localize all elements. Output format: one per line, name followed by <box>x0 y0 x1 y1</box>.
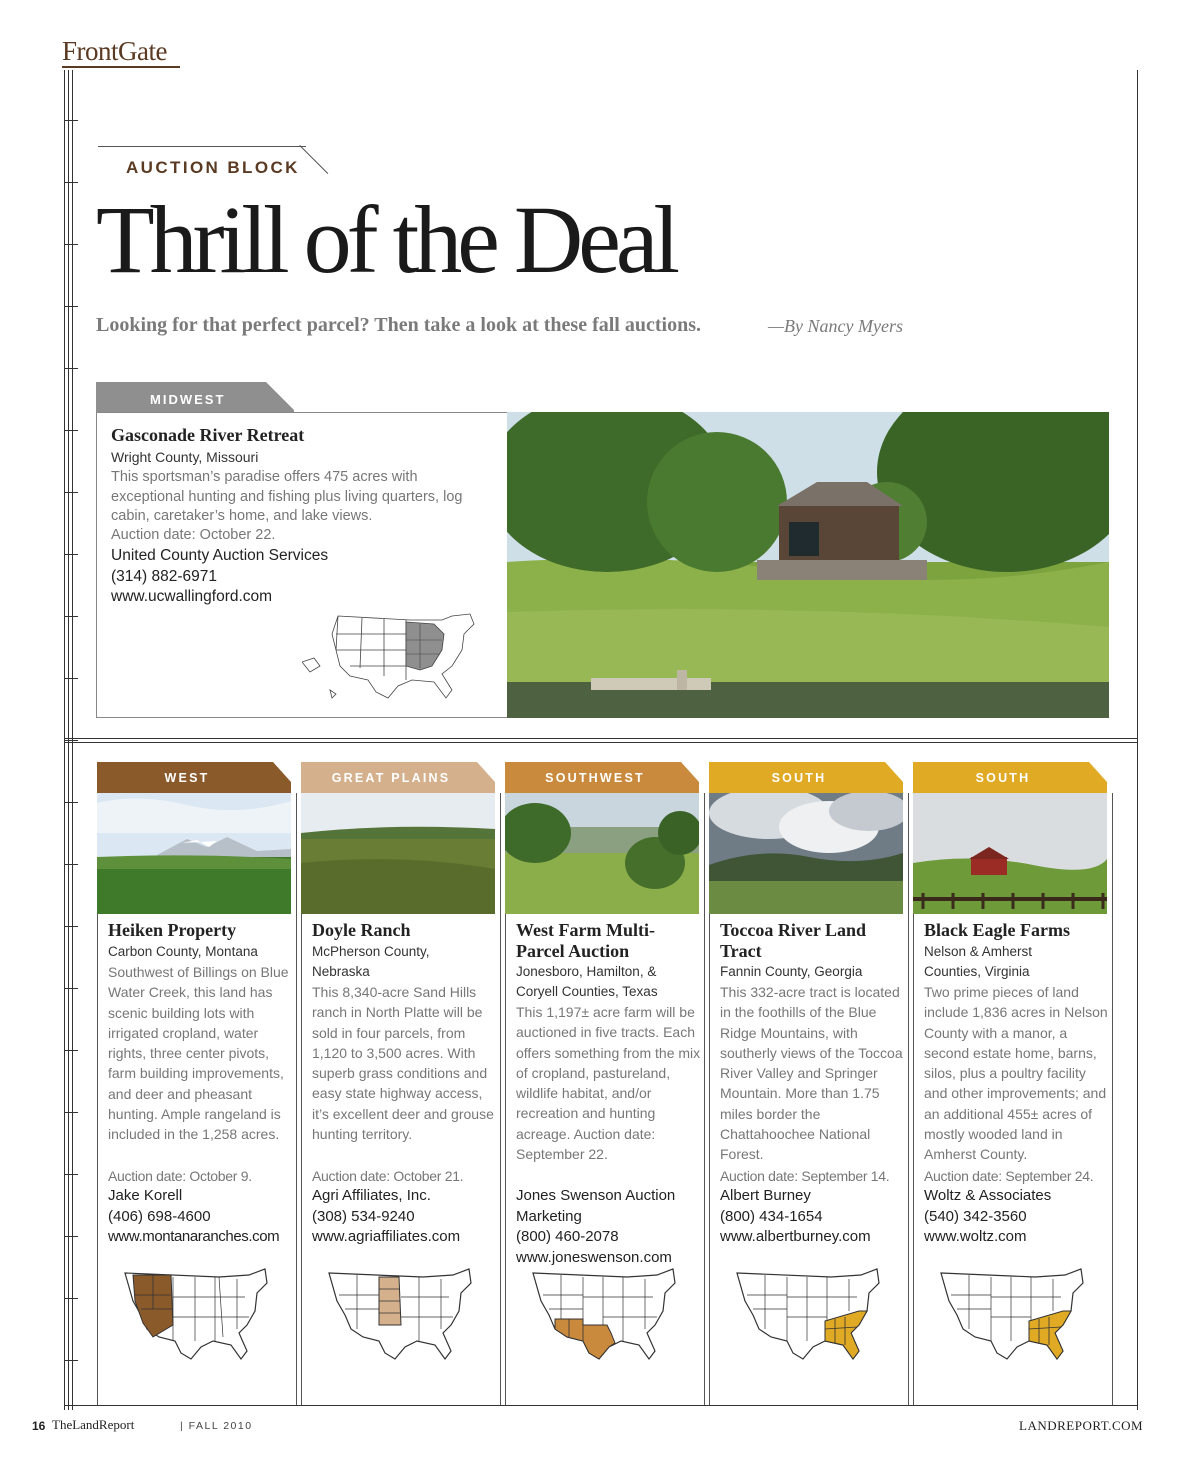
listing-description: This sportsman’s paradise offers 475 acres with exceptional hunting and fishing plus living quarters, log cabin, caretaker’s home, and lake views. <box>111 469 463 524</box>
listing-company: Jake Korell <box>108 1187 183 1204</box>
listing-phone: (406) 698-4600 <box>108 1207 211 1225</box>
ruler-tick <box>64 678 78 679</box>
listing-description: This 8,340-acre Sand Hills ranch in North Platte will be sold in four parcels, from 1,120 to 3,500 acres. With superb grass conditions and easy state highway access, it’s excellent deer and grouse hunting territory. <box>312 984 494 1143</box>
listing-description: This 1,197± acre farm will be auctioned in five tracts. Each offers something from the mix of cropland, pastureland, wildlife habitat, and/or recreation and hunting acreage. Auction date: September 22. <box>516 1004 701 1163</box>
ruler-tick <box>64 1360 78 1361</box>
listing-auction-date: Auction date: October 21. <box>312 1168 464 1184</box>
region-label: SOUTHWEST <box>545 771 645 785</box>
listing-name: Heiken Property <box>108 920 237 940</box>
section-divider-inner <box>64 742 1138 743</box>
listing-auction-date: Auction date: September 14. <box>720 1168 890 1184</box>
listing-contact <box>720 1186 910 1248</box>
listing-auction-date: Auction date: October 22. <box>111 527 276 543</box>
listing-phone: (800) 434-1654 <box>720 1207 823 1225</box>
ruler-tick <box>64 1050 78 1051</box>
article-title: Thrill of the Deal <box>96 186 676 293</box>
property-photo <box>505 793 699 914</box>
page-number: 16 <box>32 1419 46 1433</box>
ruler-tick <box>64 1112 78 1113</box>
listing-location: McPherson County, Nebraska <box>312 944 430 980</box>
section-tag-rule <box>98 146 306 147</box>
listing-company: Woltz & Associates <box>924 1187 1052 1204</box>
listing-company: United County Auction Services <box>111 547 329 564</box>
section-tag-rule-diagonal <box>299 145 328 174</box>
listing-card-south-georgia <box>709 762 909 1406</box>
logo-underline <box>62 66 180 68</box>
listing-location: Carbon County, Montana <box>108 944 258 959</box>
ruler-tick <box>64 864 78 865</box>
page-frame-right <box>1137 70 1138 1410</box>
listing-location: Fannin County, Georgia <box>720 964 863 979</box>
us-map-midwest-icon <box>302 610 480 702</box>
property-photo <box>97 793 291 914</box>
listing-location: Wright County, Missouri <box>111 449 259 465</box>
ruler-tick <box>64 554 78 555</box>
listing-contact <box>108 1186 298 1248</box>
ruler-tick <box>64 988 78 989</box>
listing-website-link[interactable]: www.albertburney.com <box>720 1228 871 1245</box>
region-label: SOUTH <box>771 771 827 785</box>
listing-website-link[interactable]: www.joneswenson.com <box>516 1248 672 1266</box>
region-label: GREAT PLAINS <box>331 771 451 785</box>
ruler-tick <box>64 740 78 741</box>
website-footer: LANDREPORT.COM <box>1019 1418 1144 1433</box>
article-byline: —By Nancy Myers <box>768 316 903 336</box>
listing-website-link[interactable]: www.montanaranches.com <box>108 1228 280 1245</box>
listing-auction-date: Auction date: September 24. <box>924 1168 1094 1184</box>
listing-company: Jones Swenson Auction Marketing <box>516 1187 676 1225</box>
ruler-tick <box>64 182 78 183</box>
ruler-tick <box>64 1236 78 1237</box>
region-label: SOUTH <box>975 771 1031 785</box>
ruler-tick <box>64 244 78 245</box>
section-tag: AUCTION BLOCK <box>126 158 300 177</box>
ruler-tick <box>64 1298 78 1299</box>
listing-phone: (314) 882-6971 <box>111 567 217 585</box>
us-map-west-icon <box>119 1267 269 1362</box>
magazine-name: TheLandReport <box>52 1417 135 1432</box>
listing-phone: (308) 534-9240 <box>312 1207 415 1225</box>
listing-name: Gasconade River Retreat <box>111 425 305 445</box>
listing-website-link[interactable]: www.woltz.com <box>924 1228 1027 1245</box>
listing-description: This 332-acre tract is located in the foothills of the Blue Ridge Mountains, with southerly views of the Toccoa River Valley and Springer Mountain. More than 1.75 miles border the Chattahoochee National Forest. <box>720 984 903 1163</box>
ruler-tick <box>64 926 78 927</box>
property-photo <box>301 793 495 914</box>
us-map-south-icon <box>731 1267 881 1362</box>
listing-card-south-virginia <box>913 762 1113 1406</box>
listing-card-west <box>97 762 297 1406</box>
listing-phone: (800) 460-2078 <box>516 1228 619 1245</box>
listing-name: West Farm Multi-Parcel Auction <box>516 920 655 961</box>
listing-company: Albert Burney <box>720 1187 811 1204</box>
listing-name: Doyle Ranch <box>312 920 411 940</box>
listing-website-link[interactable]: www.ucwallingford.com <box>111 588 273 605</box>
listing-description: Two prime pieces of land include 1,836 acres in Nelson County with a manor, a second estate home, barns, silos, plus a poultry facility and other improvements; and an additional 455± acres of mostly wooded land in Amherst County. <box>924 984 1108 1163</box>
section-divider <box>64 738 1138 739</box>
us-map-southwest-icon <box>527 1267 677 1362</box>
us-map-great-plains-icon <box>323 1267 473 1362</box>
listing-contact <box>516 1186 706 1268</box>
magazine-section-logo: FrontGate <box>62 36 167 66</box>
listing-website-link[interactable]: www.agriaffiliates.com <box>312 1228 461 1245</box>
ruler-tick <box>64 368 78 369</box>
ruler-tick <box>64 616 78 617</box>
listing-description: Southwest of Billings on Blue Water Creek, this land has scenic building lots with irrigated cropland, water rights, three center pivots, farm building improvements, and deer and pheasant hunting. Ample rangeland is included in the 1,258 acres. <box>108 964 289 1143</box>
property-photo <box>709 793 903 914</box>
article-dek: Looking for that perfect parcel? Then take a look at these fall auctions. <box>96 314 701 336</box>
listing-contact <box>924 1186 1114 1248</box>
listing-contact <box>312 1186 502 1248</box>
us-map-south-icon <box>935 1267 1085 1362</box>
ruler-tick <box>64 430 78 431</box>
listing-contact <box>111 546 328 608</box>
listing-name: Black Eagle Farms <box>924 920 1070 940</box>
listing-auction-date: Auction date: October 9. <box>108 1168 252 1184</box>
listing-location: Jonesboro, Hamilton, & Coryell Counties, Texas <box>516 964 658 1000</box>
listing-name: Toccoa River Land Tract <box>720 920 867 961</box>
listing-location: Nelson & Amherst Counties, Virginia <box>924 944 1033 980</box>
ruler-tick <box>64 1174 78 1175</box>
ruler-tick <box>64 306 78 307</box>
region-label-midwest: MIDWEST <box>150 392 226 407</box>
listing-company: Agri Affiliates, Inc. <box>312 1187 431 1204</box>
ruler-tick <box>64 120 78 121</box>
listing-card-great-plains <box>301 762 501 1406</box>
featured-property-photo <box>507 412 1109 718</box>
listing-phone: (540) 342-3560 <box>924 1207 1027 1225</box>
ruler-tick <box>64 492 78 493</box>
region-label: WEST <box>164 771 210 785</box>
property-photo <box>913 793 1107 914</box>
issue-label: | FALL 2010 <box>180 1420 253 1432</box>
listing-card-southwest <box>505 762 705 1406</box>
ruler-tick <box>64 802 78 803</box>
